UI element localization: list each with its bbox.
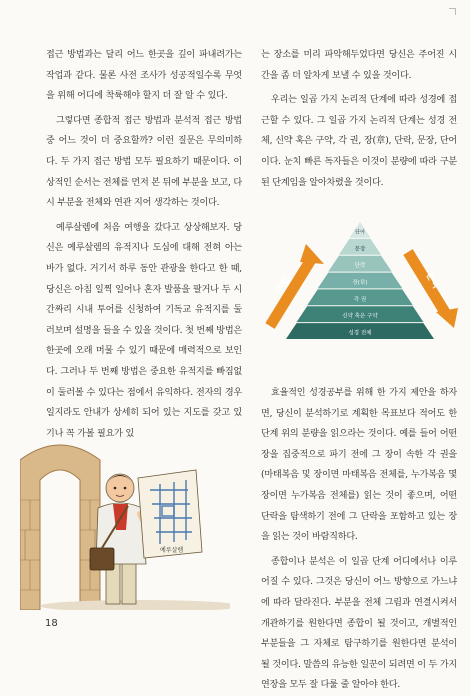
pyramid-tier-label: 장(章)	[352, 280, 368, 287]
pyramid-tier-label: 단락	[354, 263, 366, 270]
paragraph: 예루살렘에 처음 여행을 갔다고 상상해보자. 당신은 예루살렘의 유적지나 도심에 대해 전혀 아는 바가 없다. 거기서 하루 동안 관광을 한다고 한 때, 당신은 아침 일찍 일어나 혼자 발품을 팔거나 두 시간짜리 시내 투어를 신청하여 기독교 유적지를 둘러보며 설명을 들을 수 있을 것이다. 첫 번째 방법은 한곳에 오래 머물 수 있기 때문에 매력적으로 보인다. 그러나 두 번째 방법은 중요한 유적지를 빠짐없이 둘러볼 수 있다는 점에서 유익하다. 전자의 경우일지라도 안내가 상세히 되어 있는 지도를 갖고 있기나 꼭 가볼 필요가 있	[46, 222, 242, 439]
right-text-column-top	[261, 45, 457, 193]
pyramid-tiers	[286, 222, 434, 339]
pyramid-tier-label: 단어	[355, 229, 365, 236]
left-text-column	[46, 45, 242, 444]
traveler-illustration	[20, 440, 230, 610]
pyramid-tier-label: 각 권	[353, 296, 367, 303]
paragraph: 그렇다면 종합적 접근 방법과 분석적 접근 방법 중 어느 것이 더 중요할까? 이런 질문은 무의미하다. 두 가지 접근 방법 모두 필요하기 때문이다. 이상적인 순서는 전체를 먼저 본 뒤에 부분을 보고, 다시 부분을 전체와 연관 지어 생각하는 것이다.	[46, 115, 242, 209]
city-map	[138, 470, 202, 558]
analysis-label: 분석	[423, 270, 441, 291]
right-text-column-bottom	[261, 383, 457, 696]
map-caption: 예루살렘	[160, 547, 184, 554]
pyramid-tier-label: 성경 전체	[348, 330, 372, 337]
paragraph: 는 장소를 미리 파악해두었다면 당신은 주어진 시간을 좀 더 알차게 보낼 수 있을 것이다.	[261, 50, 457, 81]
corner-crop-mark	[449, 8, 456, 15]
synthesis-label: 종합	[274, 275, 293, 296]
pyramid-tier-label: 문장	[354, 246, 366, 253]
pyramid-tier-label: 신약 혹은 구약	[342, 313, 378, 320]
stone-arch	[20, 445, 100, 610]
page-number: 18	[45, 618, 58, 629]
paragraph: 종합이나 분석은 이 일곱 단계 어디에서나 이루어질 수 있다. 그것은 당신이 어느 방향으로 가느냐에 따라 달라진다. 부분을 전체 그림과 연결시켜서 개관하기를 원한다면 종합이 될 것이고, 개별적인 부분들을 그 자체로 탐구하기를 원한다면 분석이 될 것이다. 말씀의 유능한 일꾼이 되려면 이 두 가지 연장을 모두 잘 다룰 줄 알아야 한다.	[261, 556, 457, 691]
paragraph: 우리는 일곱 가지 논리적 단계에 따라 성경에 접근할 수 있다. 그 일곱 가지 논리적 단계는 성경 전체, 신약 혹은 구약, 각 권, 장(章), 단락, 문장, 단어이다. 눈치 빠른 독자들은 이것이 분량에 따라 구분된 단계임을 알아차렸을 것이다.	[261, 95, 457, 188]
paragraph: 효율적인 성경공부를 위해 한 가지 제안을 하자면, 당신이 분석하기로 계획한 목표보다 적어도 한 단계 위의 분량을 읽으라는 것이다. 예를 들어 어떤 장을 집중적으로 파기 전에 그 장이 속한 각 권을(마태복음 및 장이면 마태복음 전체를, 누가복음 몇 장이면 누가복음 전체를) 읽는 것이 좋으며, 어떤 단락을 탐색하기 전에 그 단락을 포함하고 있는 장을 읽는 것이 바람직하다.	[261, 388, 457, 543]
paragraph: 접근 방법과는 달리 어느 한곳을 깊이 파내려가는 작업과 같다. 물론 사전 조사가 성공적일수록 무엇을 위해 어디에 착륙해야 할지 더 잘 알 수 있다.	[46, 50, 242, 102]
seven-steps-pyramid-diagram	[256, 218, 464, 358]
